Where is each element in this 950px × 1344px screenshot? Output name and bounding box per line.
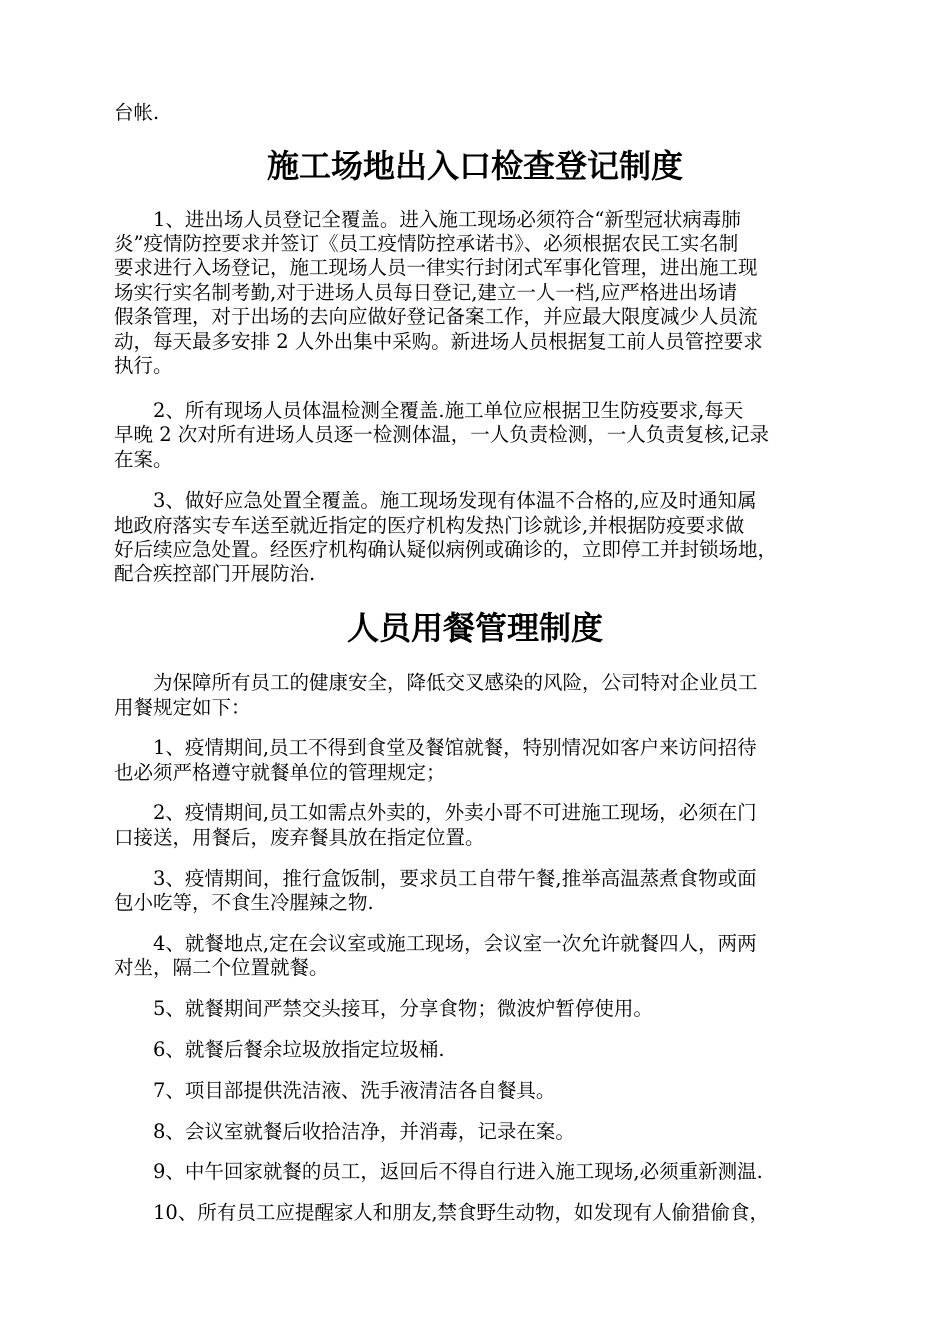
text-line: 场实行实名制考勤,对于进场人员每日登记,建立一人一档,应严格进出场请	[114, 281, 738, 304]
text-line: 4、就餐地点,定在会议室或施工现场，会议室一次允许就餐四人，两两	[114, 932, 757, 955]
text-line: 在案。	[114, 448, 173, 471]
text-line: 口接送，用餐后，废弃餐具放在指定位置。	[114, 826, 485, 849]
text-line: 1、进出场人员登记全覆盖。进入施工现场必须符合“新型冠状病毒肺	[114, 208, 741, 231]
text-line: 用餐规定如下：	[114, 696, 251, 719]
text-line: 地政府落实专车送至就近指定的医疗机构发热门诊就诊,并根据防疫要求做	[114, 514, 745, 537]
text-line: 2、所有现场人员体温检测全覆盖.施工单位应根据卫生防疫要求,每天	[114, 399, 744, 422]
text-line: 6、就餐后餐余垃圾放指定垃圾桶.	[114, 1038, 445, 1061]
text-line: 5、就餐期间严禁交头接耳，分享食物；微波炉暂停使用。	[114, 997, 653, 1020]
text-line: 2、疫情期间,员工如需点外卖的，外卖小哥不可进施工现场，必须在门	[114, 801, 757, 824]
text-line: 要求进行入场登记，施工现场人员一律实行封闭式军事化管理，进出施工现	[114, 256, 758, 279]
text-line: 9、中午回家就餐的员工，返回后不得自行进入施工现场,必须重新测温.	[114, 1160, 763, 1183]
text-line: 对坐，隔二个位置就餐。	[114, 956, 329, 979]
carryover-line: 台帐.	[114, 101, 160, 124]
text-line: 早晚 2 次对所有进场人员逐一检测体温，一人负责检测，一人负责复核,记录	[114, 423, 770, 446]
text-line: 也必须严格遵守就餐单位的管理规定；	[114, 761, 446, 784]
text-line: 好后续应急处置。经医疗机构确认疑似病例或确诊的，立即停工并封锁场地，	[114, 538, 778, 561]
text-line: 10、所有员工应提醒家人和朋友,禁食野生动物，如发现有人偷猎偷食，	[114, 1201, 770, 1224]
text-line: 3、疫情期间，推行盒饭制，要求员工自带午餐,推举高温蒸煮食物或面	[114, 867, 757, 890]
section-title-entrance-inspection: 施工场地出入口检查登记制度	[266, 147, 683, 185]
text-line: 执行。	[114, 354, 173, 377]
text-line: 1、疫情期间,员工不得到食堂及餐馆就餐，特别情况如客户来访问招待	[114, 736, 757, 759]
text-line: 包小吃等，不食生冷腥辣之物.	[114, 891, 374, 914]
text-line: 8、会议室就餐后收拾洁净，并消毒，记录在案。	[114, 1120, 575, 1143]
section-title-dining-management: 人员用餐管理制度	[346, 609, 603, 647]
text-line: 动，每天最多安排 2 人外出集中采购。新进场人员根据复工前人员管控要求	[114, 330, 763, 353]
text-line: 3、做好应急处置全覆盖。施工现场发现有体温不合格的,应及时通知属	[114, 489, 757, 512]
text-line: 炎”疫情防控要求并签订《员工疫情防控承诺书》、必须根据农民工实名制	[114, 232, 739, 255]
text-line: 为保障所有员工的健康安全，降低交叉感染的风险，公司特对企业员工	[114, 671, 758, 694]
text-line: 假条管理，对于出场的去向应做好登记备案工作，并应最大限度减少人员流	[114, 305, 758, 328]
text-line: 配合疾控部门开展防治.	[114, 562, 316, 585]
text-line: 7、项目部提供洗洁液、洗手液清洁各自餐具。	[114, 1079, 556, 1102]
